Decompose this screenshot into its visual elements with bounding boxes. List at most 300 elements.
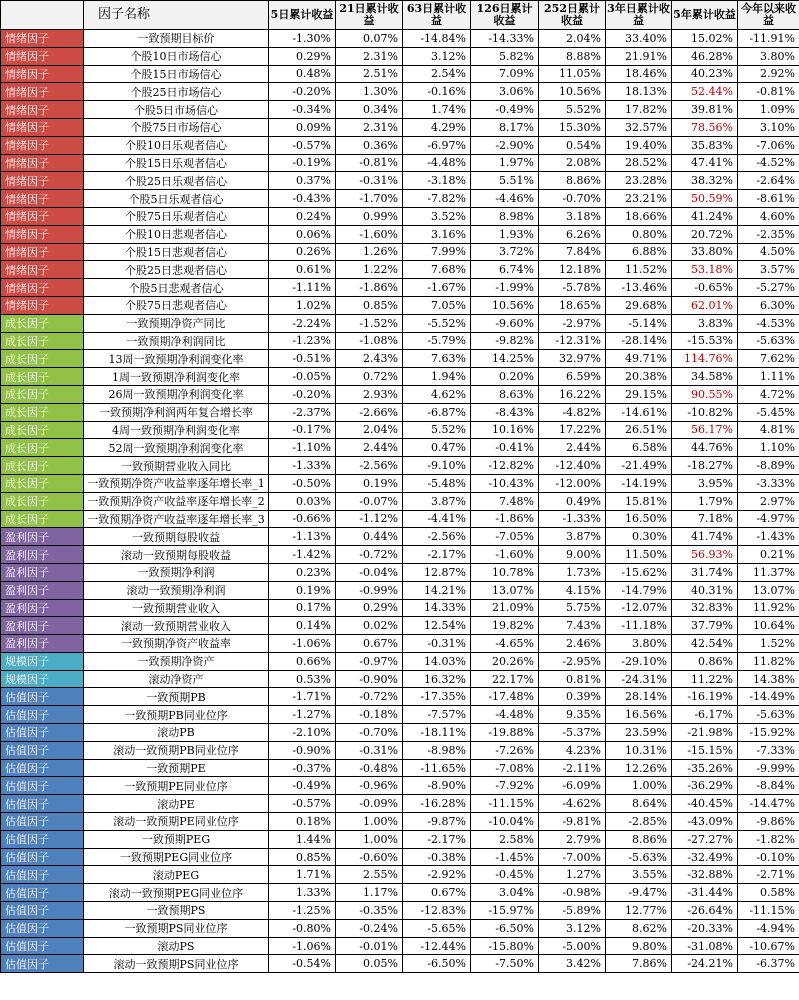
table-row xyxy=(1,759,799,777)
cell-ytd-return: 13.07% xyxy=(738,581,799,599)
cell-252d-return: 9.35% xyxy=(539,706,606,724)
cell-ytd-return: -2.35% xyxy=(738,225,799,243)
cell-5y-return: 56.17% xyxy=(672,421,738,439)
factor-name-cell: 个股75日悲观者信心 xyxy=(84,296,269,314)
factor-category-cell: 估值因子 xyxy=(1,848,84,866)
cell-21d-return: 1.00% xyxy=(336,813,403,831)
cell-21d-return: 2.44% xyxy=(336,439,403,457)
table-row xyxy=(1,777,799,795)
cell-ytd-return: -1.43% xyxy=(738,528,799,546)
cell-5d-return: -0.20% xyxy=(269,83,336,101)
cell-5y-return: 15.02% xyxy=(672,30,738,48)
cell-126d-return: -0.41% xyxy=(471,439,539,457)
cell-252d-return: -0.98% xyxy=(539,884,606,902)
cell-5d-return: -1.10% xyxy=(269,439,336,457)
factor-category-cell: 成长因子 xyxy=(1,492,84,510)
cell-5d-return: -1.25% xyxy=(269,902,336,920)
cell-252d-return: 2.46% xyxy=(539,635,606,653)
factor-name-cell: 个股5日乐观者信心 xyxy=(84,190,269,208)
cell-126d-return: -10.04% xyxy=(471,813,539,831)
cell-21d-return: -0.01% xyxy=(336,937,403,955)
cell-5d-return: 0.18% xyxy=(269,813,336,831)
table-row xyxy=(1,528,799,546)
factor-name-cell: 滚动一致预期PEG同业位序 xyxy=(84,884,269,902)
cell-5d-return: -0.66% xyxy=(269,510,336,528)
cell-5y-return: -18.27% xyxy=(672,457,738,475)
cell-63d-return: -6.50% xyxy=(403,955,471,973)
cell-126d-return: -8.43% xyxy=(471,403,539,421)
cell-63d-return: -0.31% xyxy=(403,635,471,653)
cell-126d-return: 3.72% xyxy=(471,243,539,261)
table-row xyxy=(1,421,799,439)
factor-category-cell: 成长因子 xyxy=(1,350,84,368)
factor-name-cell: 滚动PEG xyxy=(84,866,269,884)
cell-252d-return: 4.15% xyxy=(539,581,606,599)
cell-252d-return: 8.88% xyxy=(539,47,606,65)
cell-252d-return: 4.23% xyxy=(539,741,606,759)
cell-5d-return: -1.13% xyxy=(269,528,336,546)
cell-252d-return: -5.37% xyxy=(539,724,606,742)
cell-21d-return: 0.44% xyxy=(336,528,403,546)
cell-3y-return: 11.52% xyxy=(606,261,672,279)
cell-252d-return: 0.49% xyxy=(539,492,606,510)
cell-126d-return: 20.26% xyxy=(471,652,539,670)
cell-5d-return: -0.05% xyxy=(269,368,336,386)
cell-5d-return: -1.06% xyxy=(269,937,336,955)
cell-21d-return: 1.00% xyxy=(336,830,403,848)
cell-126d-return: -2.90% xyxy=(471,136,539,154)
cell-21d-return: -0.81% xyxy=(336,154,403,172)
factor-category-cell: 成长因子 xyxy=(1,474,84,492)
cell-3y-return: 32.57% xyxy=(606,118,672,136)
table-row xyxy=(1,919,799,937)
cell-5d-return: -0.37% xyxy=(269,759,336,777)
cell-21d-return: -1.08% xyxy=(336,332,403,350)
cell-63d-return: 14.33% xyxy=(403,599,471,617)
cell-252d-return: 7.84% xyxy=(539,243,606,261)
factor-category-cell: 盈利因子 xyxy=(1,635,84,653)
cell-5d-return: -1.11% xyxy=(269,279,336,297)
cell-126d-return: -9.82% xyxy=(471,332,539,350)
cell-63d-return: 1.74% xyxy=(403,101,471,119)
cell-252d-return: -5.00% xyxy=(539,937,606,955)
table-row xyxy=(1,830,799,848)
cell-63d-return: 3.87% xyxy=(403,492,471,510)
cell-5d-return: -0.20% xyxy=(269,385,336,403)
cell-21d-return: 0.99% xyxy=(336,207,403,225)
cell-252d-return: 3.12% xyxy=(539,919,606,937)
cell-3y-return: 1.00% xyxy=(606,777,672,795)
cell-5d-return: -1.42% xyxy=(269,546,336,564)
factor-name-cell: 一致预期净资产同比 xyxy=(84,314,269,332)
cell-5d-return: -0.19% xyxy=(269,154,336,172)
cell-252d-return: 1.27% xyxy=(539,866,606,884)
cell-ytd-return: -4.97% xyxy=(738,510,799,528)
cell-5y-return: 42.54% xyxy=(672,635,738,653)
factor-name-cell: 一致预期PS同业位序 xyxy=(84,919,269,937)
cell-5y-return: -24.21% xyxy=(672,955,738,973)
cell-21d-return: -0.35% xyxy=(336,902,403,920)
cell-5y-return: 31.74% xyxy=(672,563,738,581)
table-row xyxy=(1,795,799,813)
table-row xyxy=(1,813,799,831)
cell-ytd-return: -4.94% xyxy=(738,919,799,937)
cell-63d-return: -5.48% xyxy=(403,474,471,492)
cell-63d-return: -1.67% xyxy=(403,279,471,297)
cell-ytd-return: -5.63% xyxy=(738,332,799,350)
cell-252d-return: 12.18% xyxy=(539,261,606,279)
cell-5y-return: 56.93% xyxy=(672,546,738,564)
cell-3y-return: 29.15% xyxy=(606,385,672,403)
header-126d-return: 126日累计收益 xyxy=(471,1,539,30)
cell-ytd-return: -14.49% xyxy=(738,688,799,706)
cell-21d-return: -1.12% xyxy=(336,510,403,528)
cell-3y-return: -14.19% xyxy=(606,474,672,492)
cell-3y-return: -11.18% xyxy=(606,617,672,635)
cell-21d-return: 2.31% xyxy=(336,118,403,136)
cell-21d-return: 2.93% xyxy=(336,385,403,403)
cell-63d-return: -9.10% xyxy=(403,457,471,475)
cell-63d-return: -4.41% xyxy=(403,510,471,528)
cell-63d-return: -2.92% xyxy=(403,866,471,884)
cell-252d-return: -2.95% xyxy=(539,652,606,670)
table-row xyxy=(1,581,799,599)
cell-126d-return: -7.50% xyxy=(471,955,539,973)
cell-63d-return: 1.94% xyxy=(403,368,471,386)
cell-63d-return: -2.17% xyxy=(403,546,471,564)
cell-5y-return: 3.95% xyxy=(672,474,738,492)
factor-category-cell: 估值因子 xyxy=(1,919,84,937)
factor-category-cell: 成长因子 xyxy=(1,510,84,528)
cell-5d-return: 1.02% xyxy=(269,296,336,314)
factor-name-cell: 滚动PE xyxy=(84,795,269,813)
cell-5y-return: 7.18% xyxy=(672,510,738,528)
factor-category-cell: 估值因子 xyxy=(1,830,84,848)
cell-21d-return: 1.26% xyxy=(336,243,403,261)
cell-5d-return: 1.44% xyxy=(269,830,336,848)
table-row xyxy=(1,332,799,350)
cell-ytd-return: -8.61% xyxy=(738,190,799,208)
cell-ytd-return: 4.72% xyxy=(738,385,799,403)
cell-3y-return: 28.14% xyxy=(606,688,672,706)
cell-63d-return: -7.57% xyxy=(403,706,471,724)
cell-63d-return: -4.48% xyxy=(403,154,471,172)
cell-126d-return: -17.48% xyxy=(471,688,539,706)
factor-name-cell: 滚动一致预期营业收入 xyxy=(84,617,269,635)
cell-126d-return: -9.60% xyxy=(471,314,539,332)
header-21d-return: 21日累计收益 xyxy=(336,1,403,30)
cell-252d-return: 3.87% xyxy=(539,528,606,546)
cell-3y-return: 16.50% xyxy=(606,510,672,528)
factor-name-cell: 一致预期净资产收益率逐年增长率_1 xyxy=(84,474,269,492)
cell-5d-return: 0.53% xyxy=(269,670,336,688)
cell-252d-return: -2.11% xyxy=(539,759,606,777)
factor-name-cell: 一致预期净资产 xyxy=(84,652,269,670)
header-ytd-return: 今年以来收益 xyxy=(738,1,799,30)
cell-252d-return: 17.22% xyxy=(539,421,606,439)
cell-3y-return: -5.14% xyxy=(606,314,672,332)
table-row xyxy=(1,474,799,492)
cell-21d-return: 2.43% xyxy=(336,350,403,368)
cell-21d-return: 0.72% xyxy=(336,368,403,386)
cell-63d-return: 7.63% xyxy=(403,350,471,368)
table-row xyxy=(1,884,799,902)
cell-5y-return: 3.83% xyxy=(672,314,738,332)
cell-5d-return: -2.10% xyxy=(269,724,336,742)
cell-252d-return: 5.52% xyxy=(539,101,606,119)
cell-21d-return: 0.02% xyxy=(336,617,403,635)
cell-252d-return: 2.08% xyxy=(539,154,606,172)
cell-63d-return: 16.32% xyxy=(403,670,471,688)
cell-3y-return: 8.62% xyxy=(606,919,672,937)
factor-name-cell: 个股15日乐观者信心 xyxy=(84,154,269,172)
cell-5y-return: -16.19% xyxy=(672,688,738,706)
table-row xyxy=(1,492,799,510)
cell-21d-return: -0.04% xyxy=(336,563,403,581)
table-row xyxy=(1,848,799,866)
table-row xyxy=(1,190,799,208)
table-row xyxy=(1,688,799,706)
cell-126d-return: -7.05% xyxy=(471,528,539,546)
factor-category-cell: 情绪因子 xyxy=(1,207,84,225)
cell-3y-return: 15.81% xyxy=(606,492,672,510)
cell-21d-return: -0.72% xyxy=(336,546,403,564)
cell-63d-return: -2.17% xyxy=(403,830,471,848)
table-row xyxy=(1,706,799,724)
cell-5d-return: -0.57% xyxy=(269,136,336,154)
header-252d-return: 252日累计收益 xyxy=(539,1,606,30)
cell-21d-return: -0.24% xyxy=(336,919,403,937)
cell-ytd-return: 11.37% xyxy=(738,563,799,581)
factor-category-cell: 情绪因子 xyxy=(1,30,84,48)
cell-5y-return: 53.18% xyxy=(672,261,738,279)
cell-252d-return: 5.75% xyxy=(539,599,606,617)
cell-5d-return: 0.48% xyxy=(269,65,336,83)
cell-3y-return: 12.77% xyxy=(606,902,672,920)
cell-63d-return: -3.18% xyxy=(403,172,471,190)
cell-126d-return: 8.17% xyxy=(471,118,539,136)
cell-126d-return: -7.92% xyxy=(471,777,539,795)
cell-126d-return: -15.97% xyxy=(471,902,539,920)
cell-126d-return: 3.04% xyxy=(471,884,539,902)
cell-126d-return: 10.56% xyxy=(471,296,539,314)
cell-63d-return: -14.84% xyxy=(403,30,471,48)
cell-3y-return: -9.47% xyxy=(606,884,672,902)
table-body xyxy=(1,30,799,973)
cell-252d-return: -9.81% xyxy=(539,813,606,831)
cell-3y-return: -15.62% xyxy=(606,563,672,581)
cell-5y-return: -15.15% xyxy=(672,741,738,759)
cell-5d-return: 0.66% xyxy=(269,652,336,670)
cell-252d-return: -0.70% xyxy=(539,190,606,208)
factor-name-cell: 个股10日市场信心 xyxy=(84,47,269,65)
cell-126d-return: -15.80% xyxy=(471,937,539,955)
cell-5y-return: 52.44% xyxy=(672,83,738,101)
cell-252d-return: 1.73% xyxy=(539,563,606,581)
cell-5y-return: -20.33% xyxy=(672,919,738,937)
cell-126d-return: -7.26% xyxy=(471,741,539,759)
cell-63d-return: -7.82% xyxy=(403,190,471,208)
cell-3y-return: 9.80% xyxy=(606,937,672,955)
cell-63d-return: -0.16% xyxy=(403,83,471,101)
table-row xyxy=(1,599,799,617)
cell-ytd-return: -2.64% xyxy=(738,172,799,190)
cell-ytd-return: 1.52% xyxy=(738,635,799,653)
cell-63d-return: 7.99% xyxy=(403,243,471,261)
table-row xyxy=(1,670,799,688)
cell-3y-return: 29.68% xyxy=(606,296,672,314)
factor-name-cell: 一致预期PE同业位序 xyxy=(84,777,269,795)
cell-ytd-return: -4.53% xyxy=(738,314,799,332)
cell-252d-return: 0.81% xyxy=(539,670,606,688)
cell-252d-return: 10.56% xyxy=(539,83,606,101)
cell-126d-return: -1.60% xyxy=(471,546,539,564)
cell-21d-return: 0.85% xyxy=(336,296,403,314)
factor-name-cell: 个股15日市场信心 xyxy=(84,65,269,83)
factor-name-cell: 滚动一致预期PS同业位序 xyxy=(84,955,269,973)
cell-5d-return: -0.50% xyxy=(269,474,336,492)
table-row xyxy=(1,101,799,119)
factor-category-cell: 规模因子 xyxy=(1,652,84,670)
cell-ytd-return: 2.92% xyxy=(738,65,799,83)
cell-126d-return: 19.82% xyxy=(471,617,539,635)
cell-126d-return: 2.58% xyxy=(471,830,539,848)
cell-126d-return: 14.25% xyxy=(471,350,539,368)
factor-category-cell: 成长因子 xyxy=(1,457,84,475)
table-row xyxy=(1,866,799,884)
cell-5y-return: -27.27% xyxy=(672,830,738,848)
table-row xyxy=(1,350,799,368)
factor-category-cell: 成长因子 xyxy=(1,368,84,386)
factor-name-cell: 个股10日悲观者信心 xyxy=(84,225,269,243)
cell-63d-return: -12.83% xyxy=(403,902,471,920)
cell-63d-return: 4.62% xyxy=(403,385,471,403)
factor-category-cell: 情绪因子 xyxy=(1,101,84,119)
cell-126d-return: 22.17% xyxy=(471,670,539,688)
factor-name-cell: 4周一致预期净利润变化率 xyxy=(84,421,269,439)
cell-126d-return: 6.74% xyxy=(471,261,539,279)
cell-21d-return: -0.07% xyxy=(336,492,403,510)
factor-name-cell: 26周一致预期净利润变化率 xyxy=(84,385,269,403)
cell-ytd-return: -7.06% xyxy=(738,136,799,154)
cell-252d-return: -5.89% xyxy=(539,902,606,920)
cell-3y-return: 28.52% xyxy=(606,154,672,172)
factor-category-cell: 盈利因子 xyxy=(1,617,84,635)
cell-5d-return: 0.14% xyxy=(269,617,336,635)
factor-name-cell: 52周一致预期净利润变化率 xyxy=(84,439,269,457)
cell-ytd-return: 7.62% xyxy=(738,350,799,368)
cell-5y-return: -26.64% xyxy=(672,902,738,920)
cell-ytd-return: -7.33% xyxy=(738,741,799,759)
cell-126d-return: 1.97% xyxy=(471,154,539,172)
cell-63d-return: 2.54% xyxy=(403,65,471,83)
cell-ytd-return: 3.57% xyxy=(738,261,799,279)
table-row xyxy=(1,225,799,243)
cell-5y-return: -15.53% xyxy=(672,332,738,350)
table-row xyxy=(1,65,799,83)
cell-3y-return: 23.28% xyxy=(606,172,672,190)
factor-name-cell: 个股15日悲观者信心 xyxy=(84,243,269,261)
cell-3y-return: 11.50% xyxy=(606,546,672,564)
cell-63d-return: -11.65% xyxy=(403,759,471,777)
cell-ytd-return: 1.10% xyxy=(738,439,799,457)
table-row xyxy=(1,741,799,759)
cell-ytd-return: 1.11% xyxy=(738,368,799,386)
cell-21d-return: -0.99% xyxy=(336,581,403,599)
cell-21d-return: -0.96% xyxy=(336,777,403,795)
cell-21d-return: 2.31% xyxy=(336,47,403,65)
table-row xyxy=(1,47,799,65)
factor-name-cell: 一致预期目标价 xyxy=(84,30,269,48)
cell-63d-return: -16.28% xyxy=(403,795,471,813)
cell-63d-return: -6.97% xyxy=(403,136,471,154)
cell-21d-return: -0.72% xyxy=(336,688,403,706)
cell-ytd-return: -5.45% xyxy=(738,403,799,421)
cell-5d-return: -1.33% xyxy=(269,457,336,475)
cell-5y-return: 38.32% xyxy=(672,172,738,190)
factor-name-cell: 一致预期PEG xyxy=(84,830,269,848)
factor-category-cell: 盈利因子 xyxy=(1,546,84,564)
cell-5y-return: 44.76% xyxy=(672,439,738,457)
cell-63d-return: 7.68% xyxy=(403,261,471,279)
cell-21d-return: -0.18% xyxy=(336,706,403,724)
cell-ytd-return: -15.92% xyxy=(738,724,799,742)
cell-ytd-return: -10.67% xyxy=(738,937,799,955)
cell-21d-return: 0.36% xyxy=(336,136,403,154)
factor-name-cell: 一致预期净利润两年复合增长率 xyxy=(84,403,269,421)
factor-category-cell: 情绪因子 xyxy=(1,243,84,261)
table-row xyxy=(1,955,799,973)
cell-3y-return: -12.07% xyxy=(606,599,672,617)
cell-252d-return: 6.59% xyxy=(539,368,606,386)
cell-5y-return: 32.83% xyxy=(672,599,738,617)
cell-3y-return: -5.63% xyxy=(606,848,672,866)
cell-252d-return: 0.39% xyxy=(539,688,606,706)
cell-21d-return: -0.60% xyxy=(336,848,403,866)
cell-63d-return: 4.29% xyxy=(403,118,471,136)
cell-5y-return: 47.41% xyxy=(672,154,738,172)
table-row xyxy=(1,83,799,101)
cell-ytd-return: 0.58% xyxy=(738,884,799,902)
cell-63d-return: -17.35% xyxy=(403,688,471,706)
cell-5d-return: 0.61% xyxy=(269,261,336,279)
cell-126d-return: -4.65% xyxy=(471,635,539,653)
cell-252d-return: 9.00% xyxy=(539,546,606,564)
cell-21d-return: -0.48% xyxy=(336,759,403,777)
table-row xyxy=(1,652,799,670)
cell-3y-return: 19.40% xyxy=(606,136,672,154)
cell-126d-return: -19.88% xyxy=(471,724,539,742)
factor-category-cell: 成长因子 xyxy=(1,332,84,350)
cell-126d-return: -1.99% xyxy=(471,279,539,297)
cell-3y-return: 3.80% xyxy=(606,635,672,653)
cell-3y-return: 10.31% xyxy=(606,741,672,759)
factor-category-cell: 成长因子 xyxy=(1,314,84,332)
cell-126d-return: -1.86% xyxy=(471,510,539,528)
cell-252d-return: 16.22% xyxy=(539,385,606,403)
factor-name-cell: 一致预期营业收入 xyxy=(84,599,269,617)
cell-3y-return: 18.13% xyxy=(606,83,672,101)
cell-252d-return: -4.82% xyxy=(539,403,606,421)
factor-category-cell: 估值因子 xyxy=(1,937,84,955)
cell-5y-return: 41.74% xyxy=(672,528,738,546)
cell-5d-return: 1.33% xyxy=(269,884,336,902)
factor-name-cell: 个股25日悲观者信心 xyxy=(84,261,269,279)
cell-ytd-return: -4.52% xyxy=(738,154,799,172)
factor-category-cell: 盈利因子 xyxy=(1,528,84,546)
cell-252d-return: -2.97% xyxy=(539,314,606,332)
cell-ytd-return: -5.27% xyxy=(738,279,799,297)
